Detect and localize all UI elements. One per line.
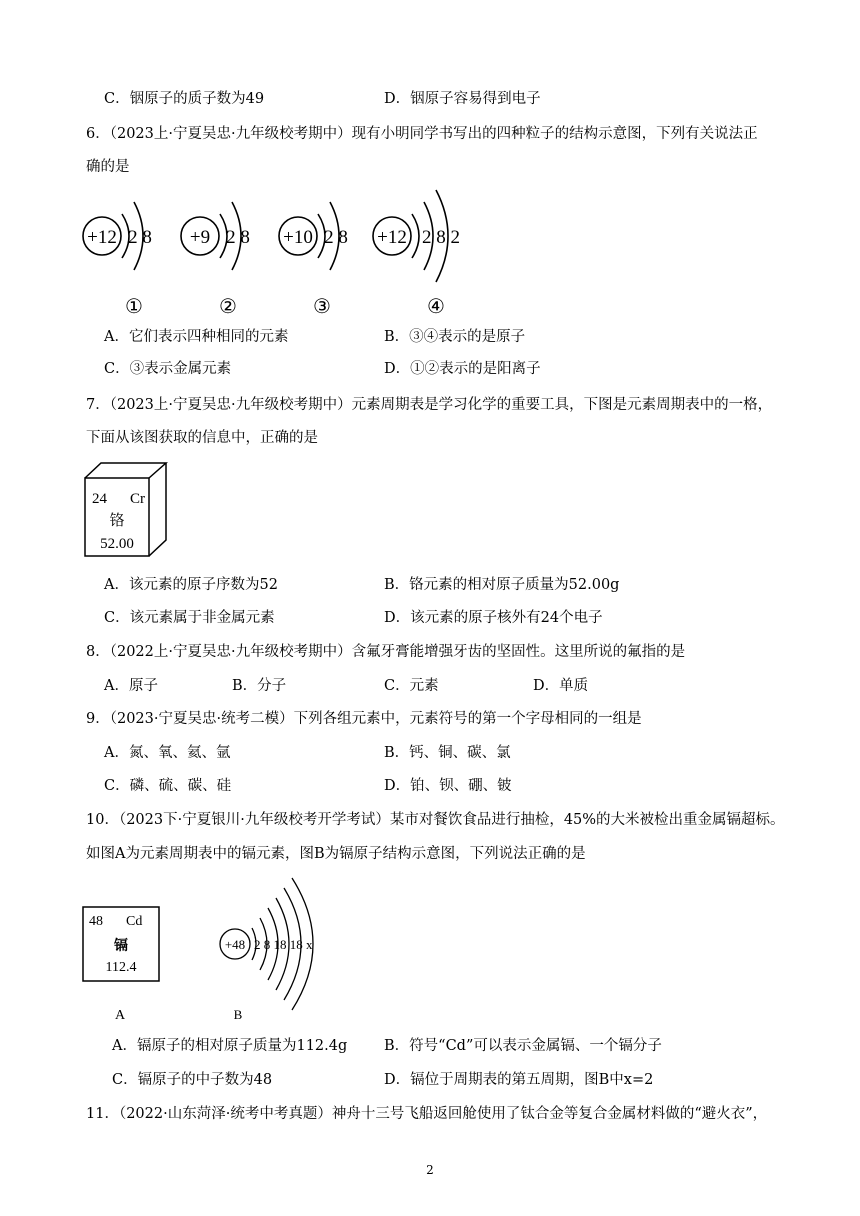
- q10-option-d: D．镉位于周期表的第五周期，图B中x=2: [384, 1072, 654, 1088]
- q7-element-name: 铬: [109, 513, 125, 529]
- q8-option-a: A．原子: [104, 678, 158, 694]
- q6-shells-3: 2 8: [324, 227, 348, 248]
- q7-option-d: D．该元素的原子核外有24个电子: [384, 610, 603, 626]
- q6-nucleus-charge-3: +10: [283, 227, 313, 248]
- q7-atomic-mass: 52.00: [100, 536, 134, 552]
- q6-atom-structure-figure: [80, 180, 480, 320]
- q8-option-d: D．单质: [533, 678, 589, 694]
- q6-stem-line2: 确的是: [86, 159, 130, 175]
- q7-element-cell-figure: [84, 462, 168, 558]
- q9-option-b: B．钙、铜、碳、氯: [384, 745, 511, 761]
- q7-option-c: C．该元素属于非金属元素: [104, 610, 275, 626]
- q8-stem: 8．（2022上·宁夏吴忠·九年级校考期中）含氟牙膏能增强牙齿的坚固性。这里所说的氟指的是: [86, 644, 686, 660]
- q6-label-1: ①: [125, 296, 143, 318]
- q6-label-4: ④: [427, 296, 445, 318]
- q10-figure-label-b: B: [233, 1007, 243, 1022]
- q10-option-b: B．符号“Cd”可以表示金属镉、一个镉分子: [384, 1038, 662, 1054]
- q5-option-d: D．铟原子容易得到电子: [384, 91, 541, 107]
- q6-option-c: C．③表示金属元素: [104, 361, 232, 377]
- q6-shells-4: 2 8 2: [422, 227, 460, 248]
- q10-stem-line2: 如图A为元素周期表中的镉元素，图B为镉原子结构示意图，下列说法正确的是: [86, 846, 586, 862]
- q6-stem-line1: 6．（2023上·宁夏吴忠·九年级校考期中）现有小明同学书写出的四种粒子的结构示意图，下列有关说法正: [86, 126, 758, 142]
- q7-stem-line1: 7．（2023上·宁夏吴忠·九年级校考期中）元素周期表是学习化学的重要工具，下图是元素周期表中的一格，: [86, 397, 773, 413]
- q10-option-c: C．镉原子的中子数为48: [112, 1072, 273, 1088]
- q10-cadmium-figure: [80, 872, 350, 1024]
- q6-shells-1: 2 8: [128, 227, 152, 248]
- q10-element-name: 镉: [114, 939, 128, 954]
- q9-option-a: A．氮、氧、氦、氩: [104, 745, 231, 761]
- q10-atomic-number: 48: [89, 914, 103, 929]
- q7-option-a: A．该元素的原子序数为52: [104, 577, 278, 593]
- q10-atomic-mass: 112.4: [105, 960, 137, 975]
- q10-electron-shells: 2 8 18 18 x: [254, 937, 313, 952]
- q6-label-3: ③: [313, 296, 331, 318]
- q6-nucleus-charge-1: +12: [87, 227, 117, 248]
- q9-option-c: C．磷、硫、碳、硅: [104, 778, 232, 794]
- q7-stem-line2: 下面从该图获取的信息中，正确的是: [86, 430, 318, 446]
- q7-option-b: B．铬元素的相对原子质量为52.00g: [384, 577, 620, 593]
- q9-option-d: D．铂、钡、硼、铍: [384, 778, 512, 794]
- q6-option-a: A．它们表示四种相同的元素: [104, 329, 289, 345]
- q6-nucleus-charge-2: +9: [189, 227, 211, 248]
- q6-nucleus-charge-4: +12: [377, 227, 407, 248]
- q7-atomic-number: 24: [92, 491, 107, 507]
- q10-stem-line1: 10．（2023下·宁夏银川·九年级校考开学考试）某市对餐饮食品进行抽检，45%的大米被检出重金属镉超标。: [86, 812, 785, 828]
- q8-option-b: B．分子: [232, 678, 287, 694]
- q9-stem: 9．（2023·宁夏吴忠·统考二模）下列各组元素中，元素符号的第一个字母相同的一组是: [86, 711, 642, 727]
- q6-shells-2: 2 8: [226, 227, 250, 248]
- q11-stem-line1: 11．（2022·山东菏泽·统考中考真题）神舟十三号飞船返回舱使用了钛合金等复合金属材料做的“避火衣”，: [86, 1106, 768, 1122]
- q5-option-c: C．铟原子的质子数为49: [104, 91, 265, 107]
- q10-option-a: A．镉原子的相对原子质量为112.4g: [112, 1038, 348, 1054]
- q6-option-d: D．①②表示的是阳离子: [384, 361, 541, 377]
- q7-element-symbol: Cr: [130, 491, 145, 507]
- q10-element-symbol: Cd: [126, 914, 143, 929]
- q10-figure-label-a: A: [114, 1008, 126, 1023]
- q8-option-c: C．元素: [384, 678, 439, 694]
- q6-label-2: ②: [219, 296, 237, 318]
- page-number: 2: [426, 1163, 434, 1177]
- q6-option-b: B．③④表示的是原子: [384, 329, 526, 345]
- q10-nucleus-charge: +48: [224, 937, 246, 952]
